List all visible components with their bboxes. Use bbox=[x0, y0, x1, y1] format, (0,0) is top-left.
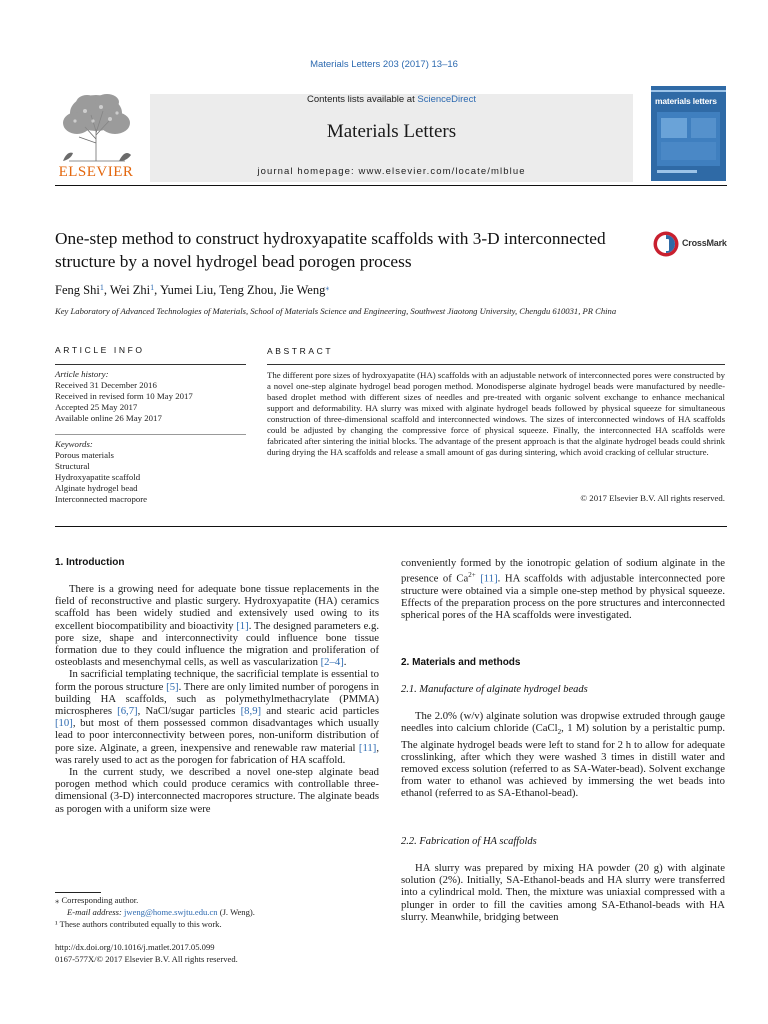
author[interactable]: Wei Zhi$^1$ bbox=[109, 283, 155, 297]
right-column-text bbox=[401, 710, 725, 800]
sciencedirect-link[interactable]: ScienceDirect bbox=[417, 94, 476, 105]
cover-title: materials letters bbox=[655, 96, 717, 106]
paragraph: HA slurry was prepared by mixing HA powder (20 g) with alginate solution (2%). Initially, SA-Ethanol-beads and HA slurry were transferred into a cylindrical mold. Then, the mixture was uniaxial compressed with a plunger in order to fill the cavities among SA-Ethanol-beads with HA slurry. Meanwhile, bridging between bbox=[401, 862, 725, 923]
reference-link[interactable]: [5] bbox=[166, 680, 179, 693]
article-title: One-step method to construct hydroxyapatite scaffolds with 3-D interconnected structure by a novel hydrogel bead porogen process bbox=[55, 229, 606, 271]
journal-name: Materials Letters bbox=[326, 121, 457, 142]
reference-link[interactable]: [6,7] bbox=[117, 705, 138, 718]
header-rule bbox=[55, 185, 727, 186]
keyword: Structural bbox=[55, 460, 90, 471]
keywords bbox=[55, 439, 245, 504]
author[interactable]: Yumei Liu bbox=[159, 283, 214, 297]
section-heading-methods: 2. Materials and methods bbox=[401, 657, 521, 668]
keyword: Porous materials bbox=[55, 449, 114, 460]
keyword: Alginate hydrogel bead bbox=[55, 482, 138, 493]
author[interactable]: Teng Zhou bbox=[219, 283, 274, 297]
cover-art-icon bbox=[651, 86, 726, 181]
crossmark-icon bbox=[653, 230, 679, 258]
crossmark-label: CrossMark bbox=[682, 238, 727, 248]
history-item: Received in revised form 10 May 2017 bbox=[55, 390, 193, 401]
journal-cover-image[interactable] bbox=[651, 86, 726, 181]
reference-link[interactable]: [10] bbox=[55, 717, 73, 730]
contents-line bbox=[150, 94, 633, 105]
abstract-heading: ABSTRACT bbox=[267, 346, 334, 356]
keywords-rule bbox=[55, 434, 246, 435]
history-item: Received 31 December 2016 bbox=[55, 379, 157, 390]
left-column-text bbox=[55, 583, 379, 815]
footnote-corresponding: ⁎ Corresponding author. bbox=[55, 895, 139, 905]
subsection-heading: 2.2. Fabrication of HA scaffolds bbox=[401, 836, 537, 847]
footnote-equal: ¹ These authors contributed equally to this work. bbox=[55, 919, 222, 929]
right-column-text bbox=[401, 862, 725, 923]
body-rule bbox=[55, 526, 727, 527]
keywords-label: Keywords: bbox=[55, 439, 93, 449]
history-item: Available online 26 May 2017 bbox=[55, 412, 162, 423]
subsection-heading: 2.1. Manufacture of alginate hydrogel beads bbox=[401, 684, 588, 695]
elsevier-wordmark[interactable]: ELSEVIER bbox=[58, 164, 134, 180]
abstract-text: The different pore sizes of hydroxyapatite (HA) scaffolds with an adjustable network of interconnected pores were constructed by a novel one-step alginate hydrogel bead porogen method. Monodisperse alginate hydrogel beads were manufactured by needle-based droplet method with different sizes of needles and pre-treated with organic solvent exchange to enhance mechanical support and deformability. HA slurry was mixed with alginate hydrogel beads followed by physical squeeze for simultaneous construction of three-dimensional scaffold and interconnected windows. The sizes of interconnected windows of HA scaffolds could be adjusted by changing the compressive force of physical squeeze. Finally, the interconnected HA scaffolds were fabricated after sintering the initial blocks. The advantage of the present approach is that the alginate hydrogel beads could shrink during drying the HA scaffolds and release a small amount of gas during sintering, which avoid cracking of cellular structure. bbox=[267, 370, 725, 457]
contents-prefix: Contents lists available at bbox=[307, 94, 418, 105]
author-list: Feng Shi$^1$, Wei Zhi$^1$, Yumei Liu, Teng Zhou, Jie Weng⁎ bbox=[55, 283, 330, 297]
reference-link[interactable]: [11] bbox=[358, 741, 377, 754]
footnote-rule bbox=[55, 892, 101, 893]
journal-citation[interactable]: Materials Letters 203 (2017) 13–16 bbox=[310, 59, 458, 70]
journal-homepage[interactable]: journal homepage: www.elsevier.com/locate/mlblue bbox=[257, 166, 526, 177]
article-info-rule bbox=[55, 364, 246, 365]
right-column-top bbox=[401, 557, 725, 622]
reference-link[interactable]: [2–4] bbox=[320, 656, 344, 669]
paragraph: The 2.0% (w/v) alginate solution was dropwise extruded through gauge needles into calcium chloride (CaCl$_2$, 1 M) solution by a peristaltic pump. The alginate hydrogel beads were left to stand for 2 h to allow for adequate crosslinking, after which they were washed 3 times in distill water and removed excess solution (referred to as SA-Water-bead). Solvent exchange from water to ethanol was achieved by immersing the wet beads into ethanol (referred to as SA-Ethanol-bead). bbox=[401, 710, 725, 800]
reference-link[interactable]: [8,9] bbox=[240, 705, 262, 718]
history-label: Article history: bbox=[55, 369, 109, 379]
article-history bbox=[55, 369, 245, 424]
author[interactable]: Feng Shi$^1$ bbox=[55, 283, 104, 297]
paragraph: In the current study, we described a novel one-step alginate bead porogen method which could produce ceramics with controllable three-dimensional (3-D) interconnected macropores structure. The alginate beads as porogen with a uniform size were bbox=[55, 766, 379, 815]
keyword: Hydroxyapatite scaffold bbox=[55, 471, 141, 482]
article-info-heading: ARTICLE INFO bbox=[55, 345, 145, 355]
elsevier-logo bbox=[55, 91, 137, 181]
issn-line: 0167-577X/© 2017 Elsevier B.V. All rights reserved. bbox=[55, 954, 238, 964]
journal-masthead bbox=[150, 94, 633, 182]
elsevier-tree-icon bbox=[55, 91, 137, 163]
doi-link[interactable]: http://dx.doi.org/10.1016/j.matlet.2017.05.099 bbox=[55, 942, 215, 952]
abstract-copyright: © 2017 Elsevier B.V. All rights reserved. bbox=[580, 493, 725, 503]
section-heading-introduction: 1. Introduction bbox=[55, 557, 125, 568]
paragraph: conveniently formed by the ionotropic gelation of sodium alginate in the presence of $Ca^{2+}$ [11]. HA scaffolds with adjustable interconnected pore structure were obtained via a simple one-step method by physical squeeze. Effects of the preparation process on the pore structures and interconnected spherical pores of the HA scaffolds were investigated. bbox=[401, 557, 726, 622]
abstract-rule bbox=[267, 364, 725, 365]
footnote-email: E-mail address: jweng@home.swjtu.edu.cn (J. Weng). bbox=[67, 907, 255, 917]
paragraph: There is a growing need for adequate bone tissue replacements in the field of reconstructive and plastic surgery. Hydroxyapatite (HA) ceramics scaffold has been widely studied and extensively used owing to its excellent biocompatibility and bioactivity [1]. The designed parameters e.g. pore size, shape and interconnectivity could influence bone tissue formation due to they could influence the migration and proliferation of osteoblasts and mesenchymal cells, as well as vascularization [2–4]. bbox=[55, 583, 379, 669]
email-link[interactable]: jweng@home.swjtu.edu.cn bbox=[123, 907, 218, 917]
reference-link[interactable]: [1] bbox=[236, 619, 249, 632]
author[interactable]: Jie Weng⁎ bbox=[279, 283, 330, 297]
affiliation: Key Laboratory of Advanced Technologies of Materials, School of Materials Science and Engineering, Southwest Jiaotong University, Chengdu 610031, PR China bbox=[55, 306, 617, 316]
crossmark-badge[interactable] bbox=[653, 230, 733, 258]
reference-link[interactable]: [11] bbox=[480, 572, 498, 585]
keyword: Interconnected macropore bbox=[55, 493, 148, 504]
paragraph: In sacrificial templating technique, the sacrificial template is essential to form the porous structure [5]. There are only limited number of porogens in building HA scaffolds, such as polymethylmethacrylate (PMMA) microspheres [6,7], NaCl/sugar particles [8,9] and stearic acid particles [10], but most of them possessed common disadvantages which usually lead to poor interconnectivity between pores, non-uniform distribution of pore size. Alginate, a green, inexpensive and renewable raw material [11], was rarely used to act as the porogen for fabrication of HA scaffold. bbox=[55, 668, 380, 766]
history-item: Accepted 25 May 2017 bbox=[55, 401, 138, 412]
